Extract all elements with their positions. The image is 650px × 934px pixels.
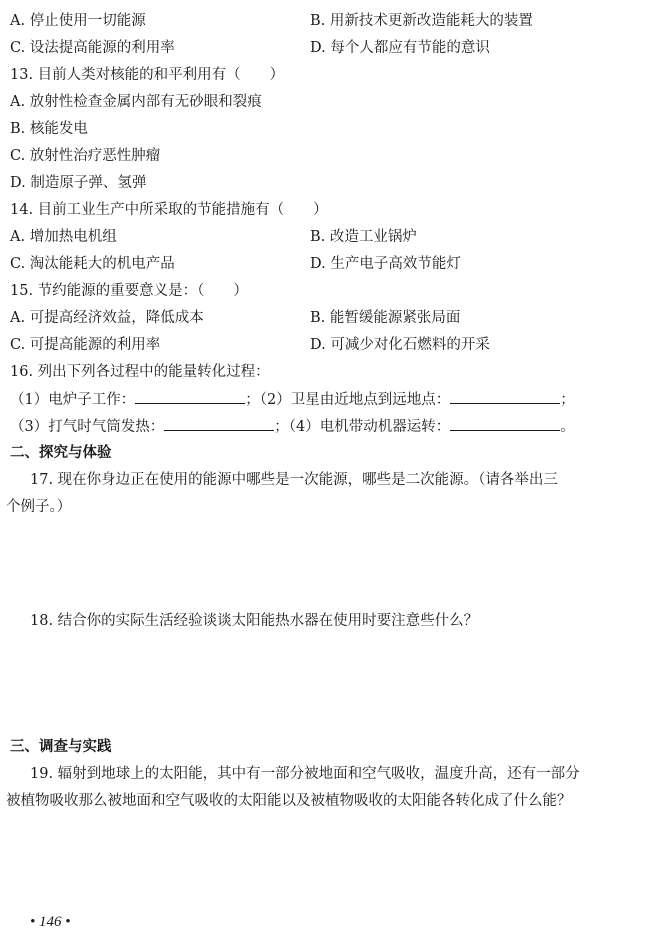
q16-row-2 <box>10 416 575 437</box>
q13-option-c: C. 放射性治疗恶性肿瘤 <box>10 148 161 164</box>
q15-option-b: B. 能暂缓能源紧张局面 <box>310 310 461 326</box>
q16-row-1 <box>10 389 575 410</box>
section-heading-3: 三、调查与实践 <box>10 739 112 755</box>
q18-stem: 18. 结合你的实际生活经验谈谈太阳能热水器在使用时要注意些什么？ <box>30 613 479 629</box>
q12-option-b: B. 用新技术更新改造能耗大的装置 <box>310 13 533 29</box>
q13-option-d: D. 制造原子弹、氢弹 <box>10 175 147 191</box>
q14-stem: 14. 目前工业生产中所采取的节能措施有（ ） <box>10 202 328 218</box>
q15-stem: 15. 节约能源的重要意义是：（ ） <box>10 283 248 299</box>
q17-line-2: 个例子。） <box>6 499 72 515</box>
q16-part-4-label: ；（4）电机带动机器运转： <box>274 419 451 435</box>
q16-part-3-label: （3）打气时气筒发热： <box>10 419 165 435</box>
q16-blank-2[interactable] <box>450 389 560 404</box>
q12-option-d: D. 每个人都应有节能的意识 <box>310 40 490 56</box>
q14-option-b: B. 改造工业锅炉 <box>310 229 417 245</box>
q15-option-c: C. 可提高能源的利用率 <box>10 337 161 353</box>
q13-stem: 13. 目前人类对核能的和平利用有（ ） <box>10 67 285 83</box>
section-heading-2: 二、探究与体验 <box>10 445 112 461</box>
page-number: • 146 • <box>30 914 71 930</box>
q15-option-a: A. 可提高经济效益，降低成本 <box>10 310 204 326</box>
q17-line-1: 17. 现在你身边正在使用的能源中哪些是一次能源，哪些是二次能源。（请各举出三 <box>30 472 558 488</box>
q13-option-b: B. 核能发电 <box>10 121 88 137</box>
q19-line-2: 被植物吸收那么被地面和空气吸收的太阳能以及被植物吸收的太阳能各转化成了什么能？ <box>6 793 572 809</box>
q14-option-c: C. 淘汰能耗大的机电产品 <box>10 256 175 272</box>
q16-blank-1[interactable] <box>135 389 245 404</box>
q16-end-1: ； <box>560 392 575 408</box>
q15-option-d: D. 可减少对化石燃料的开采 <box>310 337 490 353</box>
q13-option-a: A. 放射性检查金属内部有无砂眼和裂痕 <box>10 94 262 110</box>
q12-option-c: C. 设法提高能源的利用率 <box>10 40 175 56</box>
q16-blank-3[interactable] <box>164 416 274 431</box>
q14-option-d: D. 生产电子高效节能灯 <box>310 256 461 272</box>
q14-option-a: A. 增加热电机组 <box>10 229 117 245</box>
q12-option-a: A. 停止使用一切能源 <box>10 13 146 29</box>
q16-blank-4[interactable] <box>450 416 560 431</box>
q19-line-1: 19. 辐射到地球上的太阳能，其中有一部分被地面和空气吸收，温度升高，还有一部分 <box>30 766 580 782</box>
q16-part-1-label: （1）电炉子工作： <box>10 392 136 408</box>
q16-part-2-label: ；（2）卫星由近地点到远地点： <box>245 392 451 408</box>
q16-stem: 16. 列出下列各过程中的能量转化过程： <box>10 364 270 380</box>
q16-end-2: 。 <box>560 419 575 435</box>
